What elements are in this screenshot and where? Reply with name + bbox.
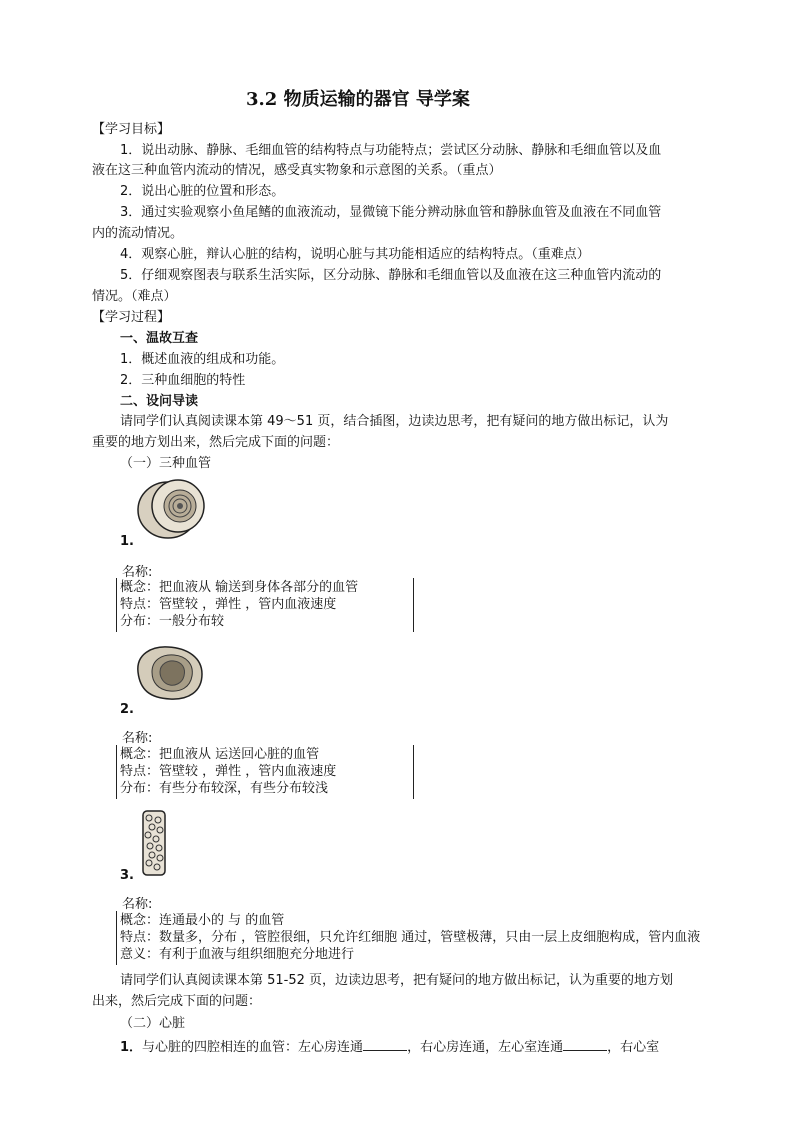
goal-line: 4．观察心脏，辩认心脏的结构，说明心脏与其功能相适应的结构特点。（重难点） xyxy=(120,247,590,262)
question-text: ，右心室 xyxy=(607,1040,660,1055)
goal-line: 液在这三种血管内流动的情况，感受真实物象和示意图的关系。（重点） xyxy=(92,163,502,178)
vessel-line: 意义：有利于血液与组织细胞充分地进行 xyxy=(120,947,355,962)
part1-heading: 一、温故互查 xyxy=(120,331,199,346)
question-text: ，右心房连通，左心室连通 xyxy=(407,1040,564,1055)
part2-heading: 二、设问导读 xyxy=(120,394,199,409)
part2-intro: 请同学们认真阅读课本第 49～51 页，结合插图，边读边思考，把有疑问的地方做出标记，认为 xyxy=(120,414,669,429)
vessel-number: 3. xyxy=(120,868,134,883)
answer-blank[interactable] xyxy=(563,1036,607,1051)
vessel-line: 概念：把血液从 输送到身体各部分的血管 xyxy=(120,580,359,595)
vessel-line: 特点：管壁较 ，弹性 ，管内血液速度 xyxy=(120,597,337,612)
goals-heading: 【学习目标】 xyxy=(92,122,171,137)
goal-line: 2．说出心脏的位置和形态。 xyxy=(120,184,285,199)
vessel-line: 特点：数量多，分布 ，管腔很细，只允许红细胞 通过，管壁极薄，只由一层上皮细胞构成，管内血液 xyxy=(120,930,701,945)
vessel-name-label: 名称: xyxy=(122,731,153,746)
question-number: 1． xyxy=(120,1040,143,1055)
process-heading: 【学习过程】 xyxy=(92,310,171,325)
goal-line: 5．仔细观察图表与联系生活实际，区分动脉、静脉和毛细血管以及血液在这三种血管内流动的 xyxy=(120,268,662,283)
goal-line: 1．说出动脉、静脉、毛细血管的结构特点与功能特点；尝试区分动脉、静脉和毛细血管以及血 xyxy=(120,143,662,158)
vessel-name-label: 名称: xyxy=(122,897,153,912)
heart-question-1 xyxy=(120,1036,659,1058)
goal-line: 3．通过实验观察小鱼尾鳍的血液流动，显微镜下能分辨动脉血管和静脉血管及血液在不同血管 xyxy=(120,205,662,220)
goal-line: 情况。（难点） xyxy=(92,289,177,304)
vessel-line: 概念：把血液从 运送回心脏的血管 xyxy=(120,747,320,762)
question-text: 与心脏的四腔相连的血管：左心房连通 xyxy=(142,1040,364,1055)
part1-item: 1．概述血液的组成和功能。 xyxy=(120,352,285,367)
artery-illustration xyxy=(130,474,212,540)
sub1-heading: （一）三种血管 xyxy=(120,456,212,471)
heart-intro: 请同学们认真阅读课本第 51-52 页，边读边思考，把有疑问的地方做出标记，认为重要的地方划 xyxy=(120,973,674,988)
part2-intro: 重要的地方划出来，然后完成下面的问题： xyxy=(92,435,340,450)
page-title: 3.2 物质运输的器官 导学案 xyxy=(246,89,470,110)
answer-blank[interactable] xyxy=(363,1036,407,1051)
vessel-number: 1. xyxy=(120,534,134,549)
capillary-illustration xyxy=(140,808,170,878)
vessel-line: 概念：连通最小的 与 的血管 xyxy=(120,913,285,928)
vessel-name-label: 名称: xyxy=(122,565,153,580)
vessel-line: 分布：一般分布较 xyxy=(120,614,225,629)
sub2-heading: （二）心脏 xyxy=(120,1016,186,1031)
vessel-line: 特点：管壁较 ，弹性 ，管内血液速度 xyxy=(120,764,337,779)
part1-item: 2．三种血细胞的特性 xyxy=(120,373,246,388)
vein-illustration xyxy=(130,642,210,704)
goal-line: 内的流动情况。 xyxy=(92,226,184,241)
vessel-number: 2. xyxy=(120,702,134,717)
heart-intro: 出来，然后完成下面的问题： xyxy=(92,994,262,1009)
vessel-line: 分布：有些分布较深，有些分布较浅 xyxy=(120,781,329,796)
